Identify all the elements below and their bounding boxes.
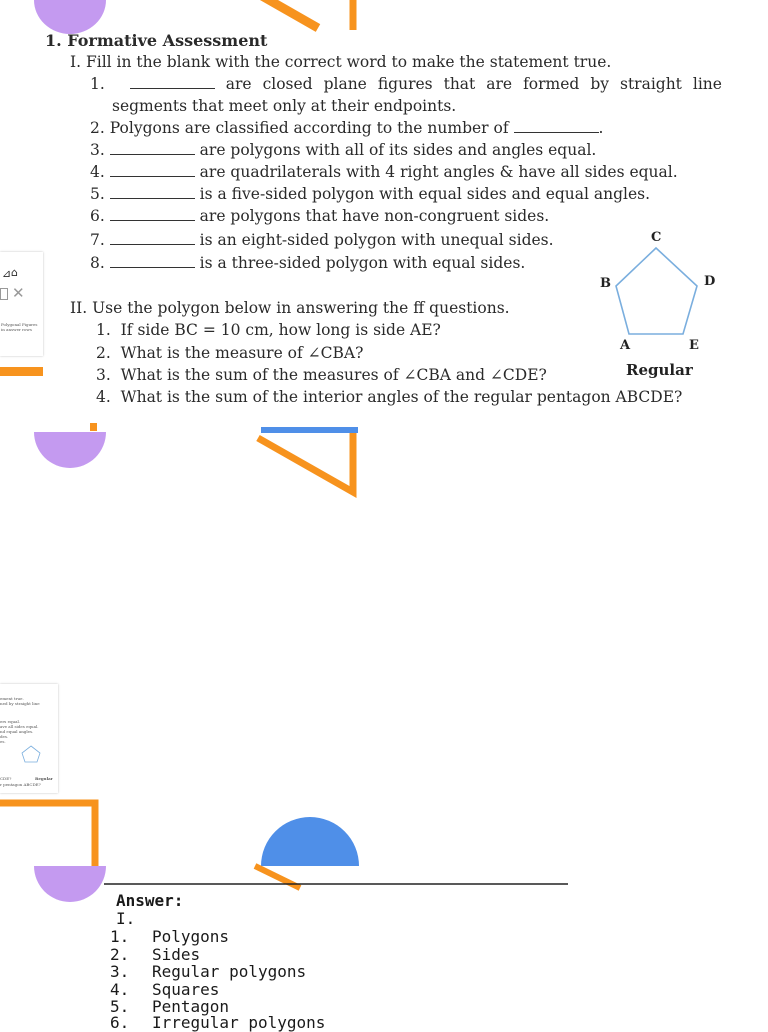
answer-blank <box>514 119 599 133</box>
question-text: Polygons are classified according to the number of <box>109 119 509 137</box>
question-2 <box>90 117 603 139</box>
question-text: are polygons with all of its sides and angles equal. <box>199 141 597 159</box>
left-thumbnail-lower[interactable] <box>0 684 58 793</box>
answer-item <box>110 1013 326 1032</box>
thumb-line: es. <box>0 739 6 744</box>
question-text: What is the sum of the measures of ∠CBA and ∠CDE? <box>120 366 547 384</box>
blue-half-circle-low <box>261 817 359 866</box>
question-1-line-a <box>90 73 722 95</box>
part-1-heading: 1. Formative Assessment <box>45 31 268 50</box>
thumb-line: ement true. <box>0 696 24 701</box>
answer-text: Polygons <box>152 927 230 946</box>
question-text: are polygons that have non-congruent sides. <box>199 207 550 225</box>
orange-triangle-mid <box>258 433 353 492</box>
question-5 <box>90 183 650 205</box>
part-2-question-1 <box>96 319 441 341</box>
question-text: What is the sum of the interior angles of the regular pentagon ABCDE? <box>120 388 683 406</box>
question-text: is an eight-sided polygon with unequal sides. <box>199 231 554 249</box>
part-2-question-3 <box>96 364 547 386</box>
vertex-label-d: D <box>704 274 716 289</box>
thumb-line: ned by straight line <box>0 701 40 706</box>
vertex-label-c: C <box>651 230 662 245</box>
question-text: What is the measure of ∠CBA? <box>120 344 364 362</box>
answer-item <box>110 980 220 999</box>
purple-half-circle-top <box>34 0 106 34</box>
answer-blank <box>110 254 195 268</box>
answer-number: 1. <box>110 927 130 946</box>
question-number: 7. <box>90 231 105 249</box>
question-number: 4. <box>90 163 105 181</box>
question-number: 1. <box>90 75 105 93</box>
answer-number: 4. <box>110 980 130 999</box>
answer-blank <box>110 231 195 245</box>
question-text: are closed plane figures that are formed by straight line <box>225 75 722 93</box>
left-thumbnail-upper[interactable] <box>0 252 43 356</box>
answer-item <box>110 962 307 981</box>
question-3 <box>90 139 596 161</box>
question-number: 4. <box>96 388 111 406</box>
checkbox-icon <box>0 288 8 300</box>
question-text: is a five-sided polygon with equal sides and equal angles. <box>199 185 651 203</box>
thumb-line: Polygonal Figures <box>1 322 38 327</box>
thumb-line: ers equal. <box>0 719 21 724</box>
thumb-line: r pentagon ABCDE? <box>0 782 41 787</box>
home-icon: ⌂ <box>11 266 18 279</box>
part-2-question-2 <box>96 342 363 364</box>
answer-text: Pentagon <box>152 997 230 1016</box>
answer-blank <box>110 207 195 221</box>
purple-half-circle-low <box>34 866 106 902</box>
question-8 <box>90 252 525 274</box>
question-number: 3. <box>90 141 105 159</box>
orange-diagonal-top <box>262 0 318 28</box>
answer-number: 2. <box>110 945 130 964</box>
answer-item <box>110 927 230 946</box>
question-number: 3. <box>96 366 111 384</box>
question-7 <box>90 229 554 251</box>
part-1-instruction: I. Fill in the blank with the correct word to make the statement true. <box>70 53 612 71</box>
orange-bar-left <box>0 367 43 376</box>
question-number: 2. <box>90 119 105 137</box>
question-text: If side BC = 10 cm, how long is side AE? <box>120 321 441 339</box>
answer-blank <box>110 141 195 155</box>
answer-text: Regular polygons <box>152 962 307 981</box>
period: . <box>598 119 604 137</box>
question-6 <box>90 205 549 227</box>
answer-number: 3. <box>110 962 130 981</box>
answer-text: Squares <box>152 980 220 999</box>
close-icon: ✕ <box>12 284 25 302</box>
part-2-instruction: II. Use the polygon below in answering the ff questions. <box>70 299 510 317</box>
answer-text: Sides <box>152 945 201 964</box>
question-text: is a three-sided polygon with equal sides. <box>199 254 526 272</box>
question-4 <box>90 161 678 183</box>
blue-bar-mid <box>261 427 358 433</box>
question-number: 2. <box>96 344 111 362</box>
answer-item <box>110 945 201 964</box>
answer-text: Irregular polygons <box>152 1013 326 1032</box>
thumb-line: nd equal angles. <box>0 729 34 734</box>
part-2-question-4 <box>96 386 682 408</box>
filter-icon: ⊿ <box>2 267 12 280</box>
question-number: 1. <box>96 321 111 339</box>
thumb-line: CDE? <box>0 776 12 781</box>
thumb-line: des. <box>0 734 9 739</box>
answer-number: 5. <box>110 997 130 1016</box>
figure-caption: Regular <box>626 361 693 379</box>
answer-section-label: I. <box>116 909 136 928</box>
orange-stub-mid <box>90 423 97 431</box>
answer-number: 6. <box>110 1013 130 1032</box>
question-text: are quadrilaterals with 4 right angles & have all sides equal. <box>199 163 678 181</box>
thumb-line: ave all sides equal. <box>0 724 39 729</box>
orange-bracket-lower <box>0 803 95 866</box>
vertex-label-a: A <box>620 338 631 353</box>
question-number: 6. <box>90 207 105 225</box>
vertex-label-b: B <box>600 276 611 291</box>
answer-heading: Answer: <box>116 891 184 910</box>
question-number: 8. <box>90 254 105 272</box>
purple-half-circle-mid <box>34 432 106 468</box>
question-number: 5. <box>90 185 105 203</box>
thumb-caption: Regular <box>35 776 53 781</box>
answer-blank <box>110 163 195 177</box>
answer-blank <box>110 185 195 199</box>
question-1-line-b: segments that meet only at their endpoints. <box>112 97 457 115</box>
vertex-label-e: E <box>689 338 699 353</box>
thumb-line: in answer rows <box>1 327 32 332</box>
answer-blank <box>130 75 215 89</box>
